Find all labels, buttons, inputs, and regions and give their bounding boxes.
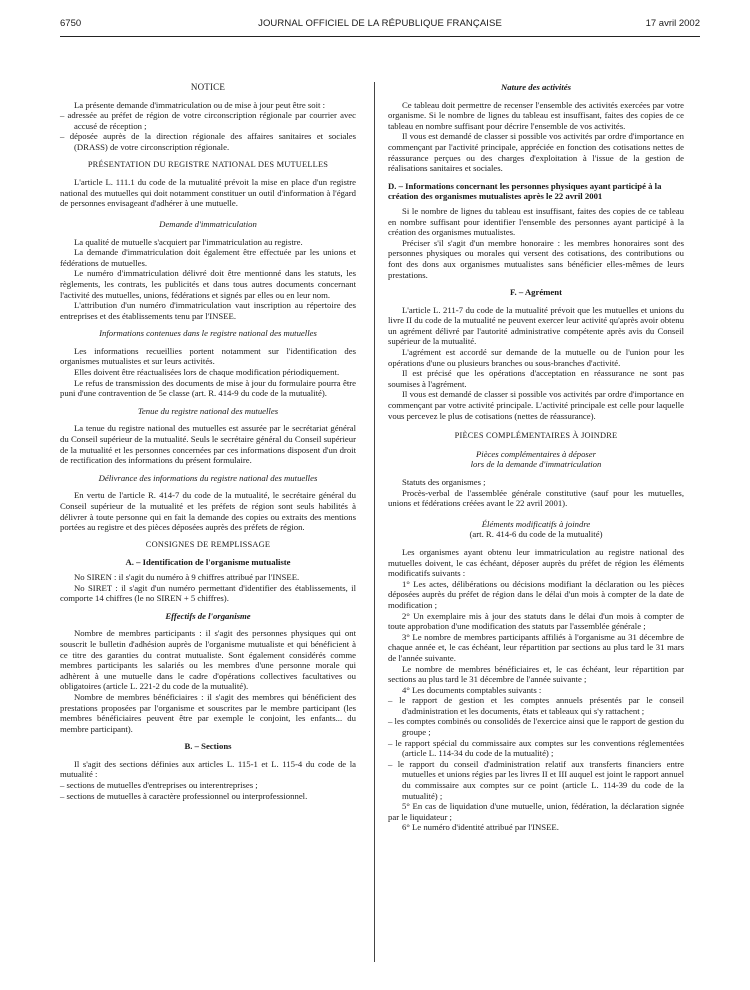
pieces-paragraph: Procès-verbal de l'assemblée générale constitutive (sauf pour les mutuelles, unions et fédérations créées avant le 22 avril 2001). bbox=[388, 487, 684, 509]
page-number: 6750 bbox=[60, 18, 82, 29]
notice-title: NOTICE bbox=[190, 82, 226, 92]
tenue-title: Tenue du registre national des mutuelles bbox=[137, 405, 279, 416]
modif-item: 1° Les actes, délibérations ou décisions modifiant la déclaration ou les pièces déposées auprès du préfet de région dans le délai d'un mois à compter de la date de modification ; bbox=[388, 578, 684, 610]
section-a-paragraph: No SIRET : il s'agit d'un numéro permettant d'identifier des établissements, il comporte 14 chiffres (le no SIREN + 5 chiffres). bbox=[60, 582, 356, 604]
docs-item: – le rapport spécial du commissaire aux comptes sur les conventions réglementées (article L. 114-34 du code de la mutualité) ; bbox=[388, 737, 684, 759]
section-b-item: – sections de mutuelles d'entreprises ou interentreprises ; bbox=[60, 780, 258, 791]
section-d-title: D. – Informations concernant les personnes physiques ayant participé à la création des organismes mutualistes après le 22 avril 2001 bbox=[388, 180, 662, 202]
tenue-paragraph: La tenue du registre national des mutuelles est assurée par le secrétariat général du Conseil supérieur de la mutualité. Seuls le secrétaire général du Conseil supérieur de la mutualité et les personnes concernées par ces informations disposent d'un droit de rectification des informations du présent formulaire. bbox=[60, 423, 356, 466]
delivrance-paragraph: En vertu de l'article R. 414-7 du code de la mutualité, le secrétaire général du Conseil supérieur de la mutualité et les préfets de région sont seuls habilités à délivrer à toute personne qui en fait la demande des copies ou extraits des mentions portées au registre et des pièces déposées auprès des préfets de région. bbox=[60, 490, 356, 533]
final-item: 5° En cas de liquidation d'une mutuelle, union, fédération, la déclaration signée par le liquidateur ; bbox=[388, 801, 684, 822]
nature-paragraph: Ce tableau doit permettre de recenser l'ensemble des activités exercées par votre organisme. Si le nombre de lignes du tableau est insuffisant, faites des copies de ce tableau en nombre suffisant pour décrire l'ensemble de vos activités. bbox=[388, 99, 684, 131]
section-f-paragraph: L'article L. 211-7 du code de la mutualité prévoit que les mutuelles et unions du livre II du code de la mutualité ne peuvent exercer leur activité qu'après avoir obtenu un agrément délivré par l'autorité administrative compétente après avis du Conseil supérieur de la mutualité. bbox=[388, 304, 684, 347]
demande-paragraph: La qualité de mutuelle s'acquiert par l'immatriculation au registre. bbox=[74, 236, 303, 247]
section-a-paragraph: No SIREN : il s'agit du numéro à 9 chiffres attribué par l'INSEE. bbox=[74, 571, 300, 582]
notice-item: – adressée au préfet de région de votre circonscription régionale par courrier avec accusé de réception ; bbox=[60, 110, 356, 131]
delivrance-title: Délivrance des informations du registre national des mutuelles bbox=[98, 472, 318, 483]
pieces-subtitle-line2: lors de la demande d'immatriculation bbox=[470, 459, 602, 470]
effectifs-paragraph: Nombre de membres participants : il s'agit des personnes physiques qui ont souscrit le bulletin d'adhésion auprès de l'organisme mutualiste et qui bénéficient à ce titre des garanties du contrat mutualiste. Sont également considérés comme membres participants les salariés ou les membres d'une personne morale qui adhèrent à une mutuelle dans le cadre d'opérations collectives facultatives ou obligatoires (article L. 221-2 du code de la mutualité). bbox=[60, 628, 356, 692]
modif-item: 4° Les documents comptables suivants : bbox=[402, 684, 542, 695]
left-column bbox=[60, 82, 356, 801]
docs-item: – les comptes combinés ou consolidés de l'exercice ainsi que le rapport de gestion du groupe ; bbox=[388, 716, 684, 738]
column-divider bbox=[374, 82, 375, 962]
modif-item: 2° Un exemplaire mis à jour des statuts dans le délai d'un mois à compter de toute approbation d'une modification des statuts par l'assemblée générale ; bbox=[388, 610, 684, 632]
effectifs-title: Effectifs de l'organisme bbox=[165, 610, 251, 621]
demande-title: Demande d'immatriculation bbox=[159, 218, 257, 229]
infos-paragraph: Elles doivent être réactualisées lors de chaque modification périodiquement. bbox=[74, 367, 340, 378]
modif-item: Le nombre de membres bénéficiaires et, le cas échéant, leur répartition par sections au plus tard le 31 décembre de l'année suivante ; bbox=[388, 663, 684, 685]
nature-title: Nature des activités bbox=[501, 82, 571, 92]
section-f-paragraph: L'agrément est accordé sur demande de la mutuelle ou de l'union pour les opérations d'une ou plusieurs branches ou sous-branches d'activité. bbox=[388, 347, 684, 368]
infos-paragraph: Les informations recueillies portent notamment sur l'identification des organismes mutualistes et sur leurs activités. bbox=[60, 345, 356, 367]
right-column bbox=[388, 82, 684, 833]
modif-subtitle: (art. R. 414-6 du code de la mutualité) bbox=[469, 529, 603, 540]
section-b-paragraph: Il s'agit des sections définies aux articles L. 115-1 et L. 115-4 du code de la mutualité : bbox=[60, 758, 356, 780]
journal-title: JOURNAL OFFICIEL DE LA RÉPUBLIQUE FRANÇAISE bbox=[258, 18, 502, 29]
publication-date: 17 avril 2002 bbox=[645, 18, 700, 29]
docs-item: – le rapport du conseil d'administration relatif aux transferts financiers entre mutuelles et unions régies par les livres II et III auquel est joint le rapport annuel du commissaire aux comptes sur ce point (article L. 114-39 du code de la mutualité) ; bbox=[388, 758, 684, 801]
demande-paragraph: Le numéro d'immatriculation délivré doit être mentionné dans les statuts, les règlements, les contrats, les publicités et dans tous autres documents concernant l'activité des mutuelles, unions, fédérations et signés par elles ou en leur nom. bbox=[60, 268, 356, 300]
modif-item: 3° Le nombre de membres participants affiliés à l'organisme au 31 décembre de chaque année et, le cas échéant, leur répartition par sections au plus tard le 31 mars de l'année suivante. bbox=[388, 631, 684, 663]
page-header bbox=[60, 14, 700, 37]
section-d-paragraph: Si le nombre de lignes du tableau est insuffisant, faites des copies de ce tableau en nombre suffisant pour identifier l'ensemble des personnes ayant participé à la création des organismes mutualistes. bbox=[388, 205, 684, 238]
demande-paragraph: L'attribution d'un numéro d'immatriculation vaut inscription au répertoire des entreprises et des établissements tenu par l'INSEE. bbox=[60, 300, 356, 321]
registre-title: PRÉSENTATION DU REGISTRE NATIONAL DES MUTUELLES bbox=[87, 159, 329, 169]
section-f-paragraph: Il vous est demandé de classer si possible vos activités par ordre d'importance en commençant par votre activité principale. L'activité principale est celle pour laquelle vous percevez le plus de cotisations (nettes de réassurance). bbox=[388, 389, 684, 421]
registre-paragraph: L'article L. 111.1 du code de la mutualité prévoit la mise en place d'un registre national des mutuelles qui doit notamment constituer un outil d'information à l'égard de personnes envisageant d'adhérer à une mutuelle. bbox=[60, 177, 356, 209]
infos-title: Informations contenues dans le registre national des mutuelles bbox=[99, 328, 317, 339]
section-d-paragraph: Préciser s'il s'agit d'un membre honoraire : les membres honoraires sont des personnes physiques ou morales qui versent des cotisations, des contributions ou font des dons aux organismes mutualistes sans bénéficier elles-mêmes de leurs prestations. bbox=[388, 237, 684, 280]
docs-item: – le rapport de gestion et les comptes annuels présentés par le conseil d'administration et les documents, états et tableaux qui s'y rattachent ; bbox=[388, 695, 684, 716]
final-item: 6° Le numéro d'identité attribué par l'INSEE. bbox=[402, 822, 559, 833]
pieces-subtitle: Pièces complémentaires à déposer bbox=[475, 448, 597, 459]
section-b-title: B. – Sections bbox=[184, 741, 232, 752]
pieces-title: PIÈCES COMPLÉMENTAIRES À JOINDRE bbox=[454, 431, 618, 441]
pieces-paragraph: Statuts des organismes ; bbox=[402, 477, 486, 487]
consignes-title: CONSIGNES DE REMPLISSAGE bbox=[145, 539, 271, 549]
demande-paragraph: La demande d'immatriculation doit également être effectuée par les unions et fédérations de mutuelles. bbox=[60, 247, 356, 268]
section-a-title: A. – Identification de l'organisme mutualiste bbox=[125, 557, 291, 568]
notice-intro: La présente demande d'immatriculation ou de mise à jour peut être soit : bbox=[74, 99, 326, 110]
section-b-item: – sections de mutuelles à caractère professionnel ou interprofessionnel. bbox=[60, 790, 308, 801]
nature-paragraph: Il vous est demandé de classer si possible vos activités par ordre d'importance en commençant par l'activité principale, appréciée en fonction des cotisations nettes de réassurance perçues ou des charges d'exploitation à l'issue de la gestion de réalisations sanitaires et sociales. bbox=[388, 131, 684, 174]
section-f-paragraph: Il est précisé que les opérations d'acceptation en réassurance ne sont pas soumises à l'agrément. bbox=[388, 368, 684, 389]
modif-intro: Les organismes ayant obtenu leur immatriculation au registre national des mutuelles doivent, le cas échéant, déposer auprès du préfet de région les éléments modificatifs suivants : bbox=[388, 546, 684, 579]
modif-title: Éléments modificatifs à joindre bbox=[481, 518, 591, 529]
effectifs-paragraph: Nombre de membres bénéficiaires : il s'agit des membres qui bénéficient des prestations proposées par l'organisme et souscrites par le membre participant (les membres bénéficiaires peuvent être par exemple le conjoint, les enfants... du membre participant). bbox=[60, 691, 356, 734]
section-f-title: F. – Agrément bbox=[509, 287, 563, 298]
notice-item: – déposée auprès de la direction régionale des affaires sanitaires et sociales (DRASS) de votre circonscription régionale. bbox=[60, 131, 356, 152]
infos-paragraph: Le refus de transmission des documents de mise à jour du formulaire pourra être puni d'une contravention de 5e classe (art. R. 414-9 du code de la mutualité). bbox=[60, 377, 356, 399]
